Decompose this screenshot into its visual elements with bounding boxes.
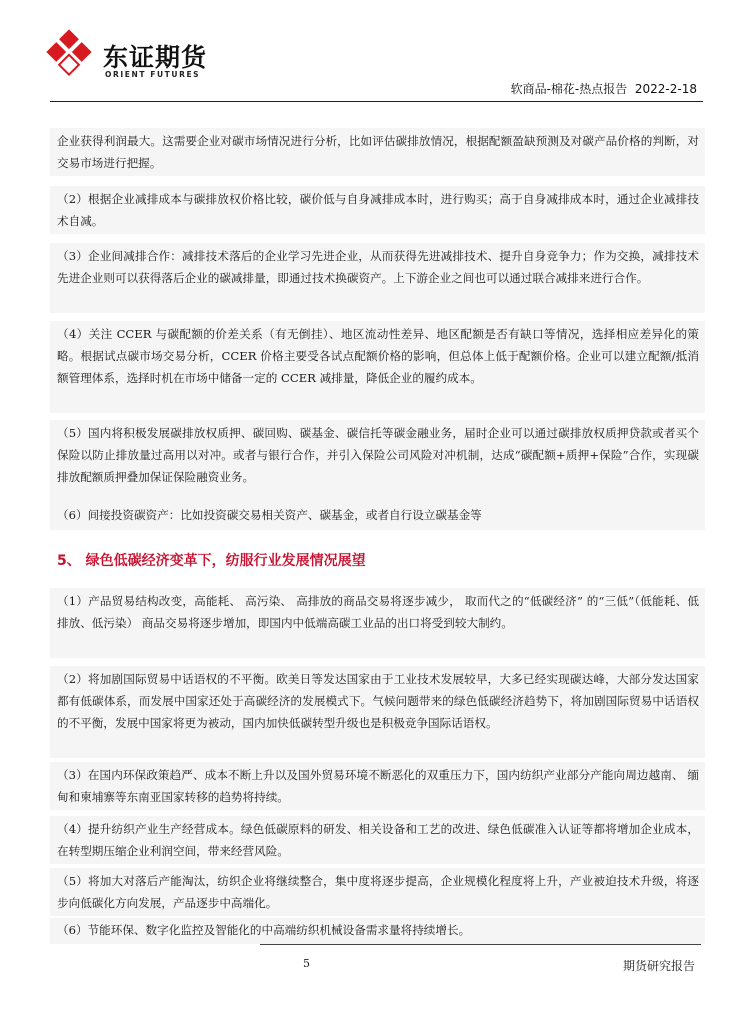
outlook-item-5: （5）将加大对落后产能淘汰，纺织企业将继续整合，集中度将逐步提高，企业规模化程度将上升，产业被迫技术升级，将逐步向低碳化方向发展，产品逐步中高端化。: [57, 874, 699, 910]
header-divider: [50, 101, 703, 102]
logo-name-en: ORIENT FUTURES: [105, 70, 201, 79]
section-title: 5、 绿色低碳经济变革下，纺服行业发展情况展望: [57, 553, 366, 569]
logo-mark-icon: [45, 28, 93, 76]
outlook-item-4: （4）提升纺织产业生产经营成本。绿色低碳原料的研发、相关设备和工艺的改进、绿色低碳准入认证等都将增加企业成本，在转型期压缩企业利润空间，带来经营风险。: [57, 822, 699, 858]
company-logo: [45, 20, 225, 80]
page-header: [511, 80, 697, 97]
page-number: 5: [303, 957, 310, 970]
footer-label: 期货研究报告: [622, 959, 695, 973]
outlook-item-6: （6）节能环保、数字化监控及智能化的中高端纺织机械设备需求量将持续增长。: [57, 923, 471, 937]
outlook-item-1: （1）产品贸易结构改变，高能耗、 高污染、 高排放的商品交易将逐步减少， 取而代之的“低碳经济” 的“三低”（低能耗、低排放、低污染） 商品交易将逐步增加，即国内中低端高碳工业品的出口将受到较大制约。: [57, 594, 699, 630]
report-date: 2022-2-18: [634, 82, 697, 96]
paragraph-item-3: （3）企业间减排合作：减排技术落后的企业学习先进企业，从而获得先进减排技术、提升自身竞争力；作为交换，减排技术先进企业则可以获得落后企业的碳减排量，即通过技术换碳资产。上下游企业之间也可以通过联合减排来进行合作。: [57, 249, 699, 285]
outlook-item-2: （2）将加剧国际贸易中话语权的不平衡。欧美日等发达国家由于工业技术发展较早，大多已经实现碳达峰，大部分发达国家都有低碳体系，而发展中国家还处于高碳经济的发展模式下。气候问题带来的绿色低碳经济趋势下，将加剧国际贸易中话语权的不平衡，发展中国家将更为被动，国内加快低碳转型升级也是积极竞争国际话语权。: [57, 672, 699, 730]
report-title: 软商品-棉花-热点报告: [510, 82, 628, 96]
footer-divider: [260, 944, 701, 945]
paragraph-item-4: （4）关注 CCER 与碳配额的价差关系（有无倒挂）、地区流动性差异、地区配额是否有缺口等情况，选择相应差异化的策略。根据试点碳市场交易分析，CCER 价格主要受各试点配额价格的影响，但总体上低于配额价格。企业可以建立配额/抵消额管理体系，选择时机在市场中储备一定的 CCER 减排量，降低企业的履约成本。: [57, 327, 699, 385]
paragraph-item-5: （5）国内将积极发展碳排放权质押、碳回购、碳基金、碳信托等碳金融业务，届时企业可以通过碳排放权质押贷款或者买个保险以防止排放量过高用以对冲。或者与银行合作，并引入保险公司风险对冲机制，达成“碳配额+质押+保险”合作，实现碳排放配额质押叠加保证保险融资业务。: [57, 426, 699, 484]
paragraph-intro: 企业获得利润最大。这需要企业对碳市场情况进行分析，比如评估碳排放情况，根据配额盈缺预测及对碳产品价格的判断，对交易市场进行把握。: [57, 134, 699, 170]
outlook-item-3: （3）在国内环保政策趋严、成本不断上升以及国外贸易环境不断恶化的双重压力下，国内纺织产业部分产能向周边越南、 缅甸和柬埔寨等东南亚国家转移的趋势将持续。: [57, 768, 699, 804]
logo-name-cn: 东证期货: [103, 43, 208, 72]
paragraph-item-2: （2）根据企业减排成本与碳排放权价格比较，碳价低与自身减排成本时，进行购买；高于自身减排成本时，通过企业减排技术自减。: [57, 192, 699, 228]
paragraph-item-6: （6）间接投资碳资产：比如投资碳交易相关资产、碳基金，或者自行设立碳基金等: [57, 508, 482, 522]
